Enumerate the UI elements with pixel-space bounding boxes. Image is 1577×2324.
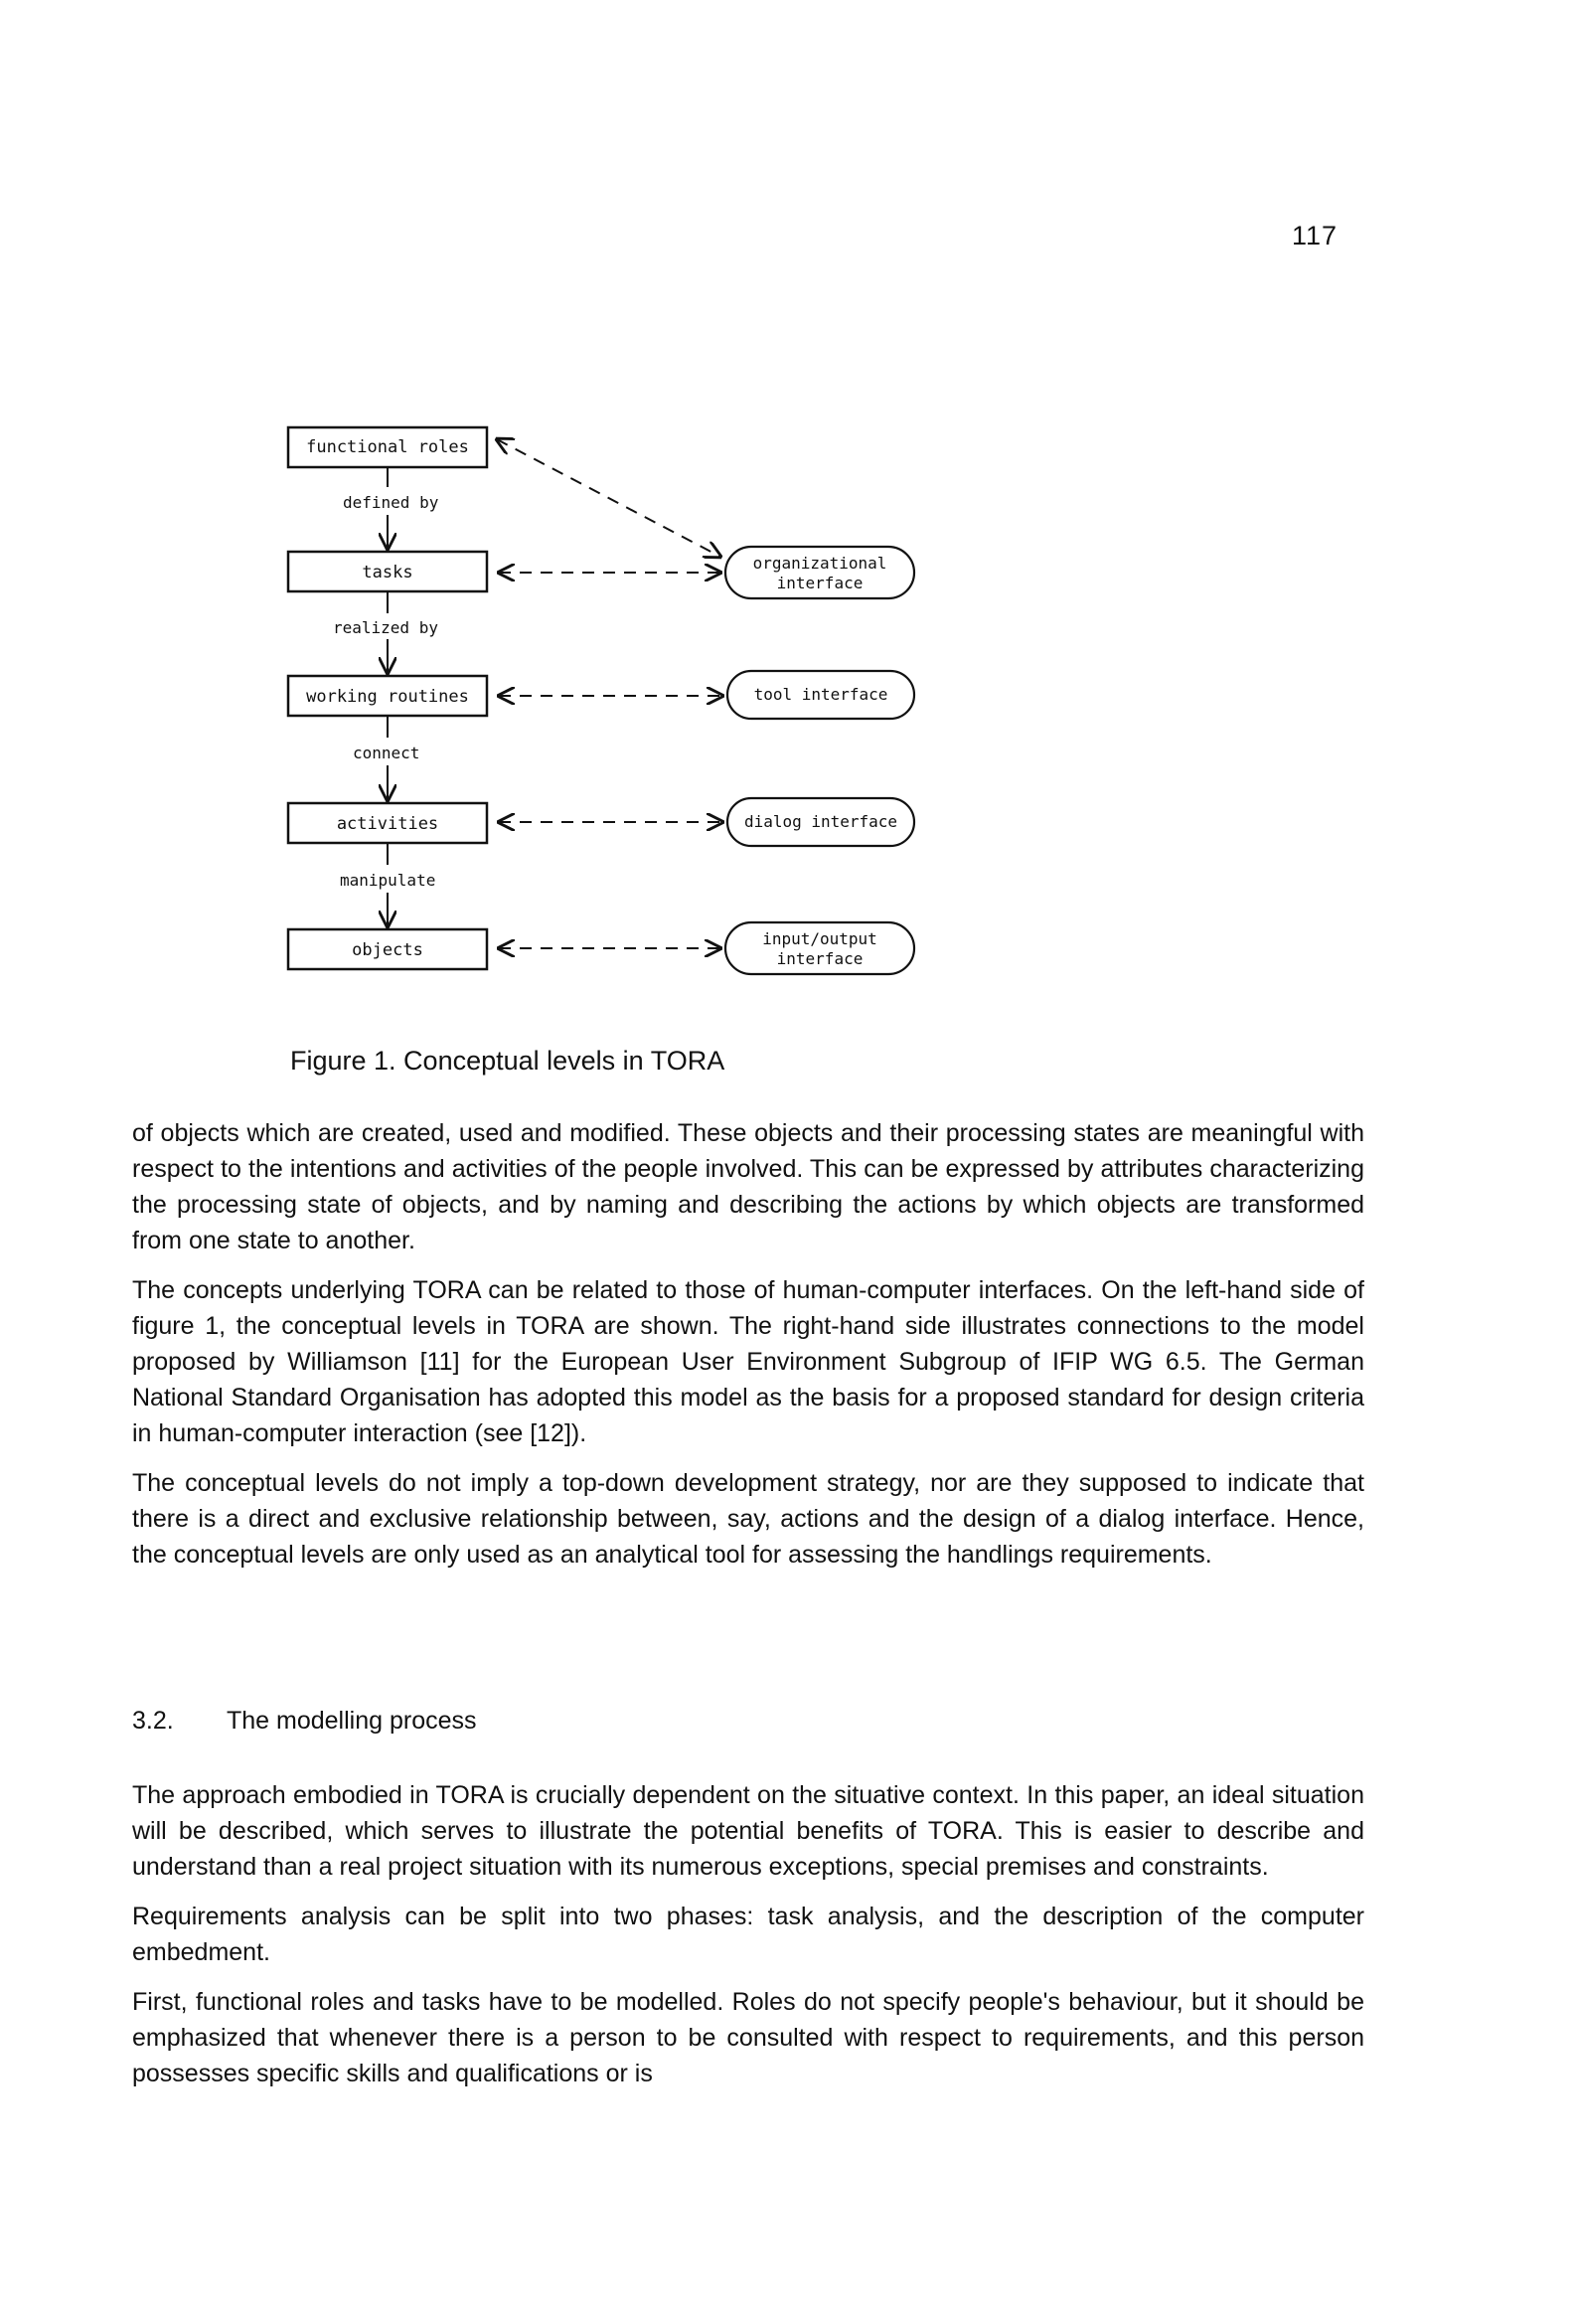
paragraph: The concepts underlying TORA can be related to those of human-computer interfaces. On the left-hand side of figure 1, the conceptual levels in TORA are shown. The right-hand side illustrates connections to the model proposed by Williamson [11] for the European User Environment Subgroup of IFIP WG 6.5. The German National Standard Organisation has adopted this model as the basis for a proposed standard for design criteria in human-computer interaction (see [12]). [132, 1276, 1364, 1447]
paragraph: Requirements analysis can be split into two phases: task analysis, and the description of the computer embedment. [132, 1903, 1364, 1966]
paragraph: The conceptual levels do not imply a top-down development strategy, nor are they supposed to indicate that there is a direct and exclusive relationship between, say, actions and the design of a dialog interface. Hence, the conceptual levels are only used as an analytical tool for assessing the handlings requirements. [132, 1469, 1364, 1569]
relation-realized-by: realized by [333, 618, 438, 637]
oval-dialog-interface [727, 798, 914, 846]
section-title: The modelling process [227, 1707, 477, 1735]
paragraph: of objects which are created, used and modified. These objects and their processing states are meaningful with respect to the intentions and activities of the people involved. This can be expressed by attributes characterizing the processing state of objects, and by naming and describing the actions by which objects are transformed from one state to another. [132, 1119, 1364, 1254]
oval-input-output-interface [725, 922, 914, 974]
box-label: tasks [362, 563, 413, 582]
oval-label-line-1: input/output [762, 929, 877, 948]
oval-organizational-interface [725, 547, 914, 598]
relation-manipulate: manipulate [340, 871, 436, 890]
dashed-link-roles-organizational [497, 439, 720, 557]
box-label: activities [336, 814, 439, 834]
oval-label-line-1: organizational [752, 554, 887, 573]
box-label: objects [352, 940, 423, 960]
oval-label: tool interface [753, 685, 888, 704]
section-number: 3.2. [132, 1707, 174, 1735]
box-working-routines [288, 676, 487, 716]
figure-caption: Figure 1. Conceptual levels in TORA [290, 1046, 725, 1076]
relation-defined-by: defined by [343, 493, 439, 512]
oval-tool-interface [727, 671, 914, 719]
box-activities [288, 803, 487, 843]
page-number: 117 [1292, 221, 1339, 250]
paragraph: The approach embodied in TORA is crucially dependent on the situative context. In this paper, an ideal situation will be described, which serves to illustrate the potential benefits of TORA. This is easier to describe and understand than a real project situation with its numerous exceptions, special premises and constraints. [132, 1781, 1364, 1881]
oval-label-line-2: interface [776, 574, 864, 592]
oval-label-line-2: interface [776, 949, 864, 968]
box-label: functional roles [306, 437, 469, 457]
box-objects [288, 929, 487, 969]
box-functional-roles [288, 427, 487, 467]
body-text-after [132, 1777, 1364, 2105]
box-tasks [288, 552, 487, 591]
section-heading [132, 1707, 477, 1736]
box-label: working routines [306, 687, 469, 707]
relation-connect: connect [353, 744, 420, 762]
figure-1-diagram [268, 408, 944, 984]
oval-label: dialog interface [743, 812, 898, 831]
body-text-before [132, 1115, 1364, 1586]
paragraph: First, functional roles and tasks have to be modelled. Roles do not specify people's behaviour, but it should be emphasized that whenever there is a person to be consulted with respect to requirements, and this person possesses specific skills and qualifications or is [132, 1988, 1364, 2087]
